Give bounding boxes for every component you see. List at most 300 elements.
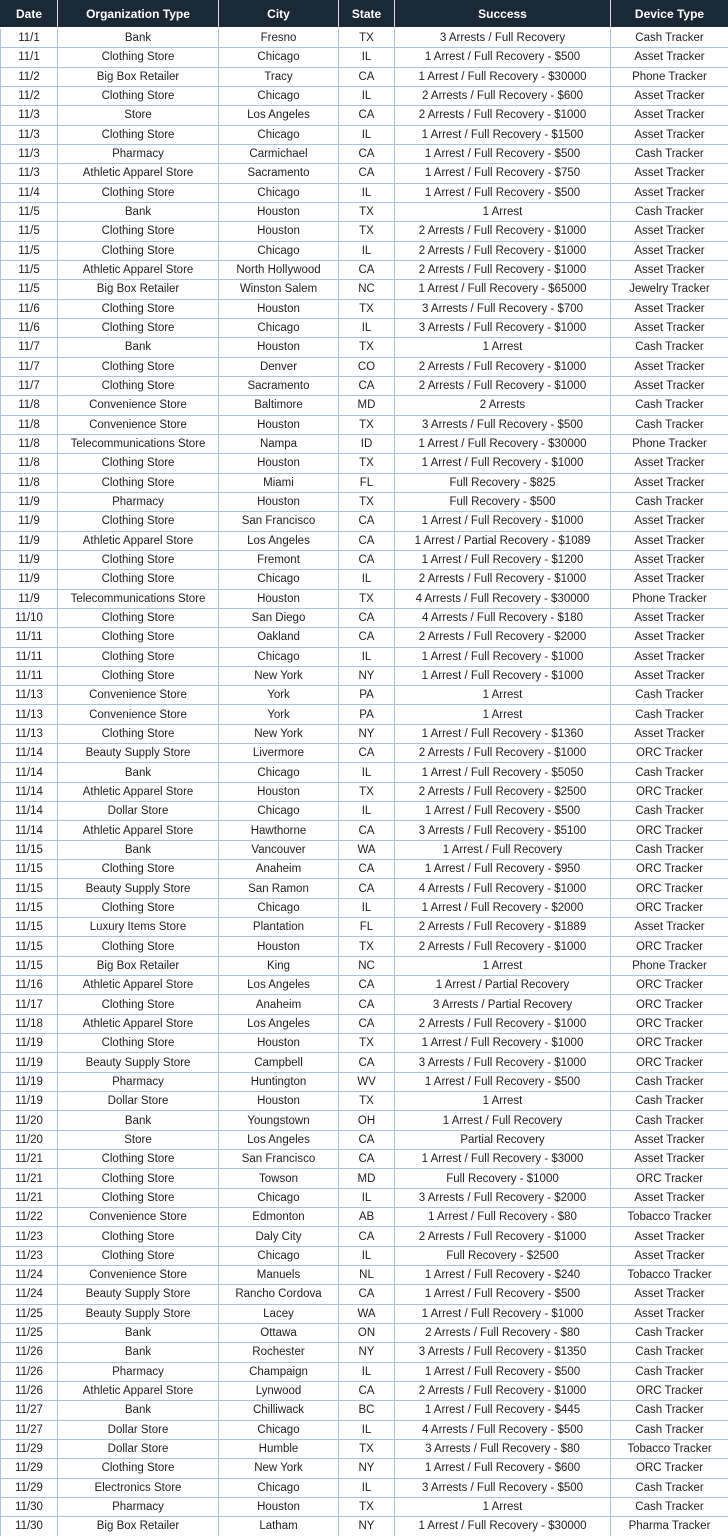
table-row: [1, 164, 728, 183]
cell-city: Los Angeles: [219, 106, 339, 125]
cell-success: 2 Arrests: [395, 396, 611, 415]
cell-state: CO: [339, 357, 395, 376]
cell-city: Chicago: [219, 48, 339, 67]
table-row: [1, 1285, 728, 1304]
cell-city: San Diego: [219, 608, 339, 627]
table-row: [1, 357, 728, 376]
cell-city: Denver: [219, 357, 339, 376]
cell-success: 3 Arrests / Full Recovery - $700: [395, 299, 611, 318]
table-row: [1, 744, 728, 763]
cell-organization-type: Dollar Store: [58, 1420, 219, 1439]
cell-organization-type: Clothing Store: [58, 299, 219, 318]
cell-device-type: Cash Tracker: [611, 763, 728, 782]
cell-success: 4 Arrests / Full Recovery - $1000: [395, 879, 611, 898]
cell-organization-type: Big Box Retailer: [58, 956, 219, 975]
cell-organization-type: Athletic Apparel Store: [58, 1381, 219, 1400]
cell-date: 11/11: [1, 647, 58, 666]
cell-success: 1 Arrest / Full Recovery - $1000: [395, 454, 611, 473]
cell-date: 11/14: [1, 744, 58, 763]
cell-date: 11/8: [1, 396, 58, 415]
cell-city: San Ramon: [219, 879, 339, 898]
cell-organization-type: Clothing Store: [58, 608, 219, 627]
cell-date: 11/9: [1, 550, 58, 569]
cell-date: 11/19: [1, 1092, 58, 1111]
cell-city: Chicago: [219, 1478, 339, 1497]
cell-date: 11/17: [1, 995, 58, 1014]
cell-device-type: Asset Tracker: [611, 918, 728, 937]
cell-state: CA: [339, 879, 395, 898]
cell-organization-type: Beauty Supply Store: [58, 1285, 219, 1304]
cell-state: IL: [339, 1362, 395, 1381]
table-row: [1, 260, 728, 279]
cell-success: 1 Arrest / Full Recovery - $30000: [395, 67, 611, 86]
cell-success: 2 Arrests / Full Recovery - $1000: [395, 106, 611, 125]
cell-organization-type: Clothing Store: [58, 376, 219, 395]
cell-date: 11/15: [1, 898, 58, 917]
cell-success: 1 Arrest / Full Recovery - $500: [395, 802, 611, 821]
cell-device-type: Cash Tracker: [611, 492, 728, 511]
cell-device-type: Cash Tracker: [611, 705, 728, 724]
cell-device-type: Tobacco Tracker: [611, 1439, 728, 1458]
cell-date: 11/13: [1, 724, 58, 743]
table-row: [1, 1517, 728, 1536]
table-row: [1, 1323, 728, 1342]
cell-success: 2 Arrests / Full Recovery - $1000: [395, 357, 611, 376]
cell-device-type: Pharma Tracker: [611, 1517, 728, 1536]
cell-organization-type: Dollar Store: [58, 1439, 219, 1458]
cell-date: 11/7: [1, 338, 58, 357]
table-row: [1, 589, 728, 608]
cell-organization-type: Bank: [58, 28, 219, 48]
cell-success: 2 Arrests / Full Recovery - $2000: [395, 628, 611, 647]
cell-state: TX: [339, 1034, 395, 1053]
cell-state: NY: [339, 1459, 395, 1478]
cell-success: 1 Arrest / Full Recovery - $5050: [395, 763, 611, 782]
cell-date: 11/8: [1, 454, 58, 473]
cell-date: 11/15: [1, 918, 58, 937]
table-row: [1, 1053, 728, 1072]
cell-date: 11/21: [1, 1169, 58, 1188]
cell-city: Houston: [219, 222, 339, 241]
table-row: [1, 976, 728, 995]
cell-success: 1 Arrest / Partial Recovery: [395, 976, 611, 995]
cell-device-type: Asset Tracker: [611, 1150, 728, 1169]
table-row: [1, 550, 728, 569]
cell-state: NL: [339, 1266, 395, 1285]
cell-state: TX: [339, 299, 395, 318]
table-row: [1, 628, 728, 647]
cell-organization-type: Store: [58, 1130, 219, 1149]
cell-success: 1 Arrest / Full Recovery - $240: [395, 1266, 611, 1285]
cell-state: CA: [339, 628, 395, 647]
cell-date: 11/2: [1, 67, 58, 86]
cell-success: 1 Arrest / Full Recovery - $30000: [395, 1517, 611, 1536]
cell-date: 11/3: [1, 125, 58, 144]
cell-success: 2 Arrests / Full Recovery - $1000: [395, 570, 611, 589]
cell-success: 3 Arrests / Full Recovery: [395, 28, 611, 48]
cell-success: 1 Arrest / Full Recovery - $80: [395, 1208, 611, 1227]
cell-state: CA: [339, 1150, 395, 1169]
cell-device-type: ORC Tracker: [611, 1014, 728, 1033]
cell-date: 11/10: [1, 608, 58, 627]
cell-city: Sacramento: [219, 164, 339, 183]
cell-device-type: Tobacco Tracker: [611, 1208, 728, 1227]
cell-city: Rancho Cordova: [219, 1285, 339, 1304]
cell-state: CA: [339, 531, 395, 550]
cell-city: Chicago: [219, 125, 339, 144]
cell-device-type: Asset Tracker: [611, 86, 728, 105]
cell-organization-type: Clothing Store: [58, 183, 219, 202]
cell-organization-type: Convenience Store: [58, 415, 219, 434]
cell-device-type: ORC Tracker: [611, 1053, 728, 1072]
table-row: [1, 67, 728, 86]
cell-organization-type: Athletic Apparel Store: [58, 1014, 219, 1033]
cell-date: 11/3: [1, 144, 58, 163]
cell-success: 2 Arrests / Full Recovery - $1000: [395, 744, 611, 763]
cell-state: CA: [339, 67, 395, 86]
table-row: [1, 608, 728, 627]
cell-organization-type: Clothing Store: [58, 1459, 219, 1478]
cell-device-type: Asset Tracker: [611, 1285, 728, 1304]
table-row: [1, 202, 728, 221]
cell-city: Lacey: [219, 1304, 339, 1323]
cell-organization-type: Clothing Store: [58, 125, 219, 144]
table-row: [1, 86, 728, 105]
cell-date: 11/8: [1, 473, 58, 492]
cell-device-type: Asset Tracker: [611, 647, 728, 666]
cell-organization-type: Bank: [58, 1401, 219, 1420]
cell-device-type: Cash Tracker: [611, 144, 728, 163]
cell-organization-type: Beauty Supply Store: [58, 1053, 219, 1072]
table-row: [1, 299, 728, 318]
cell-organization-type: Big Box Retailer: [58, 1517, 219, 1536]
cell-success: 2 Arrests / Full Recovery - $1000: [395, 222, 611, 241]
cell-organization-type: Clothing Store: [58, 647, 219, 666]
cell-success: 2 Arrests / Full Recovery - $1889: [395, 918, 611, 937]
cell-date: 11/22: [1, 1208, 58, 1227]
cell-city: San Francisco: [219, 1150, 339, 1169]
cell-organization-type: Clothing Store: [58, 454, 219, 473]
cell-state: IL: [339, 125, 395, 144]
cell-city: Manuels: [219, 1266, 339, 1285]
cell-success: 1 Arrest / Full Recovery - $1000: [395, 647, 611, 666]
cell-organization-type: Clothing Store: [58, 241, 219, 260]
cell-date: 11/2: [1, 86, 58, 105]
cell-state: TX: [339, 782, 395, 801]
cell-organization-type: Convenience Store: [58, 1266, 219, 1285]
cell-date: 11/27: [1, 1420, 58, 1439]
column-header-city: City: [219, 1, 339, 29]
cell-organization-type: Clothing Store: [58, 995, 219, 1014]
table-row: [1, 1130, 728, 1149]
cell-date: 11/8: [1, 415, 58, 434]
cell-city: Youngstown: [219, 1111, 339, 1130]
cell-device-type: Asset Tracker: [611, 550, 728, 569]
cell-organization-type: Telecommunications Store: [58, 589, 219, 608]
table-row: [1, 415, 728, 434]
cell-state: NC: [339, 280, 395, 299]
cell-device-type: ORC Tracker: [611, 782, 728, 801]
cell-organization-type: Bank: [58, 763, 219, 782]
cell-city: Tracy: [219, 67, 339, 86]
cell-success: 1 Arrest / Full Recovery - $500: [395, 183, 611, 202]
cell-city: Livermore: [219, 744, 339, 763]
table-row: [1, 454, 728, 473]
cell-state: CA: [339, 260, 395, 279]
cell-date: 11/25: [1, 1323, 58, 1342]
cell-date: 11/5: [1, 202, 58, 221]
cell-state: CA: [339, 608, 395, 627]
cell-state: CA: [339, 550, 395, 569]
cell-organization-type: Clothing Store: [58, 357, 219, 376]
cell-success: 1 Arrest / Full Recovery - $65000: [395, 280, 611, 299]
cell-success: 1 Arrest / Partial Recovery - $1089: [395, 531, 611, 550]
cell-date: 11/11: [1, 628, 58, 647]
cell-device-type: ORC Tracker: [611, 1034, 728, 1053]
cell-organization-type: Clothing Store: [58, 937, 219, 956]
cell-date: 11/30: [1, 1517, 58, 1536]
cell-device-type: Cash Tracker: [611, 396, 728, 415]
cell-date: 11/8: [1, 434, 58, 453]
cell-device-type: Cash Tracker: [611, 1420, 728, 1439]
cell-device-type: Phone Tracker: [611, 67, 728, 86]
cell-organization-type: Clothing Store: [58, 1227, 219, 1246]
cell-state: WA: [339, 840, 395, 859]
table-row: [1, 782, 728, 801]
cell-date: 11/16: [1, 976, 58, 995]
cell-city: Fremont: [219, 550, 339, 569]
table-row: [1, 48, 728, 67]
cell-device-type: Asset Tracker: [611, 222, 728, 241]
cell-device-type: Asset Tracker: [611, 1304, 728, 1323]
cell-success: 1 Arrest / Full Recovery - $1000: [395, 1034, 611, 1053]
cell-city: Chicago: [219, 241, 339, 260]
cell-state: CA: [339, 860, 395, 879]
cell-success: 2 Arrests / Full Recovery - $600: [395, 86, 611, 105]
table-row: [1, 763, 728, 782]
cell-date: 11/23: [1, 1227, 58, 1246]
cell-success: 1 Arrest / Full Recovery - $1360: [395, 724, 611, 743]
cell-city: Fresno: [219, 28, 339, 48]
cell-success: 1 Arrest / Full Recovery - $1500: [395, 125, 611, 144]
cell-state: TX: [339, 415, 395, 434]
cell-device-type: ORC Tracker: [611, 744, 728, 763]
table-row: [1, 1227, 728, 1246]
cell-success: 1 Arrest / Full Recovery - $30000: [395, 434, 611, 453]
cell-city: Chicago: [219, 898, 339, 917]
cell-success: 1 Arrest: [395, 686, 611, 705]
cell-city: Chicago: [219, 183, 339, 202]
cell-success: 3 Arrests / Full Recovery - $5100: [395, 821, 611, 840]
cell-date: 11/5: [1, 260, 58, 279]
cell-device-type: Asset Tracker: [611, 512, 728, 531]
cell-success: 1 Arrest: [395, 338, 611, 357]
cell-device-type: ORC Tracker: [611, 898, 728, 917]
cell-organization-type: Bank: [58, 1323, 219, 1342]
cell-organization-type: Clothing Store: [58, 318, 219, 337]
cell-state: NC: [339, 956, 395, 975]
cell-date: 11/7: [1, 376, 58, 395]
cell-date: 11/11: [1, 666, 58, 685]
cell-state: IL: [339, 1420, 395, 1439]
cell-organization-type: Pharmacy: [58, 144, 219, 163]
table-row: [1, 724, 728, 743]
table-row: [1, 937, 728, 956]
cell-organization-type: Athletic Apparel Store: [58, 782, 219, 801]
cell-device-type: Cash Tracker: [611, 802, 728, 821]
cell-device-type: Asset Tracker: [611, 260, 728, 279]
cell-organization-type: Athletic Apparel Store: [58, 976, 219, 995]
table-row: [1, 1381, 728, 1400]
cell-state: IL: [339, 570, 395, 589]
cell-date: 11/9: [1, 570, 58, 589]
cell-device-type: Asset Tracker: [611, 1246, 728, 1265]
cell-organization-type: Dollar Store: [58, 1092, 219, 1111]
cell-date: 11/18: [1, 1014, 58, 1033]
cell-city: Lynwood: [219, 1381, 339, 1400]
table-row: [1, 1439, 728, 1458]
cell-success: 4 Arrests / Full Recovery - $30000: [395, 589, 611, 608]
cell-date: 11/20: [1, 1111, 58, 1130]
cell-organization-type: Bank: [58, 840, 219, 859]
cell-city: New York: [219, 666, 339, 685]
cell-device-type: Asset Tracker: [611, 1130, 728, 1149]
cell-organization-type: Pharmacy: [58, 1072, 219, 1091]
cell-state: CA: [339, 1053, 395, 1072]
table-row: [1, 840, 728, 859]
cell-city: Latham: [219, 1517, 339, 1536]
cell-city: Ottawa: [219, 1323, 339, 1342]
cell-city: Rochester: [219, 1343, 339, 1362]
cell-city: Houston: [219, 1092, 339, 1111]
cell-state: FL: [339, 918, 395, 937]
cell-device-type: ORC Tracker: [611, 860, 728, 879]
cell-organization-type: Clothing Store: [58, 570, 219, 589]
cell-city: York: [219, 686, 339, 705]
cell-state: CA: [339, 995, 395, 1014]
cell-device-type: Asset Tracker: [611, 299, 728, 318]
cell-state: ID: [339, 434, 395, 453]
cell-organization-type: Clothing Store: [58, 1169, 219, 1188]
table-row: [1, 918, 728, 937]
cell-date: 11/19: [1, 1053, 58, 1072]
cell-date: 11/15: [1, 956, 58, 975]
cell-success: 1 Arrest / Full Recovery - $500: [395, 48, 611, 67]
cell-success: 2 Arrests / Full Recovery - $1000: [395, 1014, 611, 1033]
cell-city: New York: [219, 1459, 339, 1478]
cell-success: Full Recovery - $825: [395, 473, 611, 492]
cell-device-type: Asset Tracker: [611, 454, 728, 473]
cell-city: Nampa: [219, 434, 339, 453]
cell-date: 11/25: [1, 1304, 58, 1323]
cell-city: Anaheim: [219, 995, 339, 1014]
cell-date: 11/15: [1, 937, 58, 956]
table-row: [1, 860, 728, 879]
cell-date: 11/14: [1, 802, 58, 821]
cell-organization-type: Bank: [58, 1343, 219, 1362]
cell-state: IL: [339, 1188, 395, 1207]
cell-success: Full Recovery - $1000: [395, 1169, 611, 1188]
cell-success: 1 Arrest: [395, 1092, 611, 1111]
cell-organization-type: Pharmacy: [58, 1362, 219, 1381]
column-header-date: Date: [1, 1, 58, 29]
cell-state: TX: [339, 589, 395, 608]
cell-date: 11/21: [1, 1188, 58, 1207]
cell-organization-type: Clothing Store: [58, 1150, 219, 1169]
cell-date: 11/30: [1, 1497, 58, 1516]
cell-date: 11/4: [1, 183, 58, 202]
cell-city: Chicago: [219, 86, 339, 105]
cell-organization-type: Clothing Store: [58, 512, 219, 531]
cell-date: 11/5: [1, 241, 58, 260]
cell-city: Houston: [219, 782, 339, 801]
cell-date: 11/5: [1, 280, 58, 299]
cell-city: Houston: [219, 492, 339, 511]
cell-date: 11/26: [1, 1381, 58, 1400]
cell-device-type: Asset Tracker: [611, 570, 728, 589]
cell-device-type: ORC Tracker: [611, 879, 728, 898]
cell-state: IL: [339, 763, 395, 782]
cell-state: IL: [339, 1246, 395, 1265]
cell-city: Houston: [219, 415, 339, 434]
cell-success: 1 Arrest / Full Recovery - $1200: [395, 550, 611, 569]
column-header-device-type: Device Type: [611, 1, 728, 29]
cell-city: Houston: [219, 202, 339, 221]
cell-organization-type: Clothing Store: [58, 1246, 219, 1265]
cell-city: Los Angeles: [219, 531, 339, 550]
table-row: [1, 1478, 728, 1497]
cell-device-type: ORC Tracker: [611, 1381, 728, 1400]
cell-state: CA: [339, 744, 395, 763]
cell-date: 11/14: [1, 782, 58, 801]
cell-date: 11/7: [1, 357, 58, 376]
cell-state: CA: [339, 1014, 395, 1033]
cell-state: IL: [339, 898, 395, 917]
table-row: [1, 1208, 728, 1227]
cell-success: 1 Arrest: [395, 202, 611, 221]
cell-state: AB: [339, 1208, 395, 1227]
cell-device-type: ORC Tracker: [611, 937, 728, 956]
cell-city: Sacramento: [219, 376, 339, 395]
cell-city: Chilliwack: [219, 1401, 339, 1420]
cell-organization-type: Clothing Store: [58, 86, 219, 105]
cell-device-type: Asset Tracker: [611, 608, 728, 627]
table-row: [1, 531, 728, 550]
cell-city: Los Angeles: [219, 976, 339, 995]
cell-success: 1 Arrest: [395, 956, 611, 975]
cell-organization-type: Clothing Store: [58, 48, 219, 67]
table-row: [1, 666, 728, 685]
cell-city: Chicago: [219, 763, 339, 782]
cell-date: 11/26: [1, 1362, 58, 1381]
cell-date: 11/21: [1, 1150, 58, 1169]
cell-date: 11/6: [1, 318, 58, 337]
cell-city: Baltimore: [219, 396, 339, 415]
cell-success: 4 Arrests / Full Recovery - $180: [395, 608, 611, 627]
cell-device-type: ORC Tracker: [611, 976, 728, 995]
cell-date: 11/1: [1, 48, 58, 67]
table-row: [1, 898, 728, 917]
cell-success: 1 Arrest: [395, 705, 611, 724]
cell-organization-type: Clothing Store: [58, 550, 219, 569]
cell-organization-type: Athletic Apparel Store: [58, 260, 219, 279]
cell-device-type: Cash Tracker: [611, 1497, 728, 1516]
table-row: [1, 106, 728, 125]
cell-organization-type: Clothing Store: [58, 222, 219, 241]
cell-organization-type: Bank: [58, 1111, 219, 1130]
cell-state: CA: [339, 144, 395, 163]
table-row: [1, 144, 728, 163]
